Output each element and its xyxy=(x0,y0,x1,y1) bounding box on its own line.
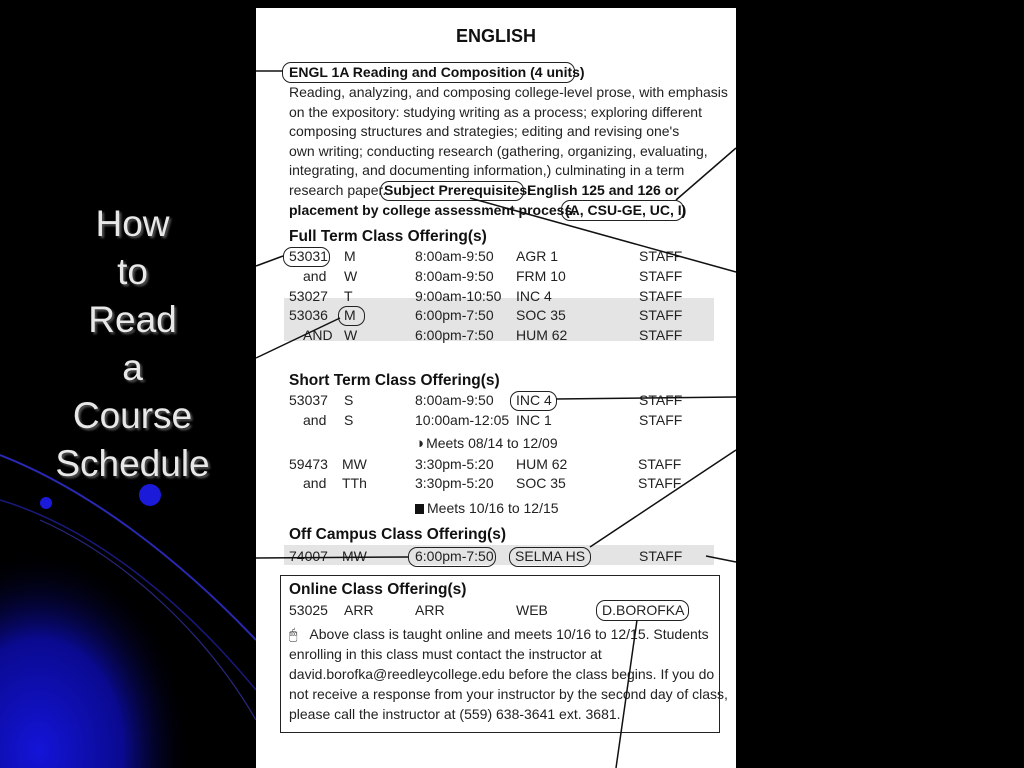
description-line: integrating, and documenting information,) culminating in a term xyxy=(289,162,685,178)
schedule-page xyxy=(256,8,736,768)
days: W xyxy=(344,327,358,343)
full-term-heading: Full Term Class Offering(s) xyxy=(289,228,487,245)
time: 3:30pm-5:20 xyxy=(415,456,494,472)
section-number: and xyxy=(303,475,327,491)
time: 8:00am-9:50 xyxy=(415,392,494,408)
days: MW xyxy=(342,456,367,472)
slide-title xyxy=(30,200,235,488)
days: W xyxy=(344,268,358,284)
mouse-icon: 🖱 xyxy=(289,626,298,642)
title-line: Course xyxy=(72,395,193,436)
room: INC 4 xyxy=(516,288,552,304)
instructor: STAFF xyxy=(639,327,683,343)
room: HUM 62 xyxy=(516,456,568,472)
section-number: and xyxy=(303,268,327,284)
days: TTh xyxy=(342,475,367,491)
description-line: Reading, analyzing, and composing college-level prose, with emphasis xyxy=(289,84,728,100)
instructor: STAFF xyxy=(638,456,682,472)
instructor: STAFF xyxy=(639,307,683,323)
section-number: 74007 xyxy=(289,548,328,564)
online-note-line: david.borofka@reedleycollege.edu before the class begins. If you do xyxy=(289,666,715,682)
online-note-text: Above class is taught online and meets 10/16 to 12/15. Students xyxy=(309,626,709,642)
room: HUM 62 xyxy=(516,327,568,343)
days: S xyxy=(344,412,354,428)
description-line: research paper. xyxy=(289,182,387,198)
description-line: on the expository: studying writing as a process; exploring different xyxy=(289,104,702,120)
time: ARR xyxy=(415,602,445,618)
moon-icon: ◑ xyxy=(415,435,425,452)
instructor: STAFF xyxy=(639,288,683,304)
time: 8:00am-9:50 xyxy=(415,268,494,284)
instructor: STAFF xyxy=(639,268,683,284)
section-number: AND xyxy=(303,327,333,343)
days: ARR xyxy=(344,602,374,618)
title-line: Read xyxy=(88,299,177,340)
room: AGR 1 xyxy=(516,248,559,264)
description-line: own writing; conducting research (gathering, organizing, evaluating, xyxy=(289,143,708,159)
title-line: to xyxy=(117,251,148,292)
online-heading: Online Class Offering(s) xyxy=(289,581,467,598)
off-campus-heading: Off Campus Class Offering(s) xyxy=(289,526,507,543)
online-note-line: enrolling in this class must contact the instructor at xyxy=(289,646,602,662)
room: INC 1 xyxy=(516,412,552,428)
time: 10:00am-12:05 xyxy=(415,412,510,428)
instructor: STAFF xyxy=(639,548,683,564)
room: SELMA HS xyxy=(515,548,586,564)
section-number: 59473 xyxy=(289,456,328,472)
description-line: composing structures and strategies; editing and revising one's xyxy=(289,123,680,139)
days: M xyxy=(344,307,356,323)
days: MW xyxy=(342,548,367,564)
online-note-line: not receive a response from your instructor by the second day of class, xyxy=(289,686,728,702)
instructor: STAFF xyxy=(638,475,682,491)
days: T xyxy=(344,288,353,304)
section-number: 53031 xyxy=(289,248,328,264)
transfer-codes: (A, CSU-GE, UC, I) xyxy=(565,202,687,218)
department-heading: ENGLISH xyxy=(455,26,536,46)
time: 3:30pm-5:20 xyxy=(415,475,494,491)
section-number: 53036 xyxy=(289,307,328,323)
time: 8:00am-9:50 xyxy=(415,248,494,264)
time: 9:00am-10:50 xyxy=(415,288,502,304)
time: 6:00pm-7:50 xyxy=(415,327,494,343)
room: INC 4 xyxy=(516,392,552,408)
room: SOC 35 xyxy=(516,475,566,491)
instructor: D.BOROFKA xyxy=(602,602,685,618)
meeting-note xyxy=(415,434,558,453)
prerequisite-label: Subject Prerequisites: xyxy=(384,182,532,198)
title-line: Schedule xyxy=(55,443,210,484)
room: FRM 10 xyxy=(516,268,566,284)
section-number: 53037 xyxy=(289,392,328,408)
days: S xyxy=(344,392,354,408)
meeting-note-text: Meets 10/16 to 12/15 xyxy=(427,500,559,516)
course-title: ENGL 1A Reading and Composition (4 units) xyxy=(289,64,585,80)
meeting-note-text: Meets 08/14 to 12/09 xyxy=(426,435,558,451)
time: 6:00pm-7:50 xyxy=(415,548,494,564)
section-number: 53025 xyxy=(289,602,328,618)
square-icon xyxy=(415,504,424,514)
short-term-heading: Short Term Class Offering(s) xyxy=(289,372,500,389)
online-note-line xyxy=(289,625,709,643)
prerequisite-text: English 125 and 126 or xyxy=(527,182,679,198)
title-line: How xyxy=(95,203,170,244)
instructor: STAFF xyxy=(639,392,683,408)
instructor: STAFF xyxy=(639,248,683,264)
title-line: a xyxy=(122,347,143,388)
online-note-line: please call the instructor at (559) 638-3641 ext. 3681. xyxy=(289,706,621,722)
section-number: 53027 xyxy=(289,288,328,304)
meeting-note xyxy=(415,499,559,517)
instructor: STAFF xyxy=(639,412,683,428)
section-number: and xyxy=(303,412,327,428)
room: SOC 35 xyxy=(516,307,566,323)
time: 6:00pm-7:50 xyxy=(415,307,494,323)
description-line: placement by college assessment process. xyxy=(289,202,577,218)
room: WEB xyxy=(516,602,548,618)
days: M xyxy=(344,248,356,264)
